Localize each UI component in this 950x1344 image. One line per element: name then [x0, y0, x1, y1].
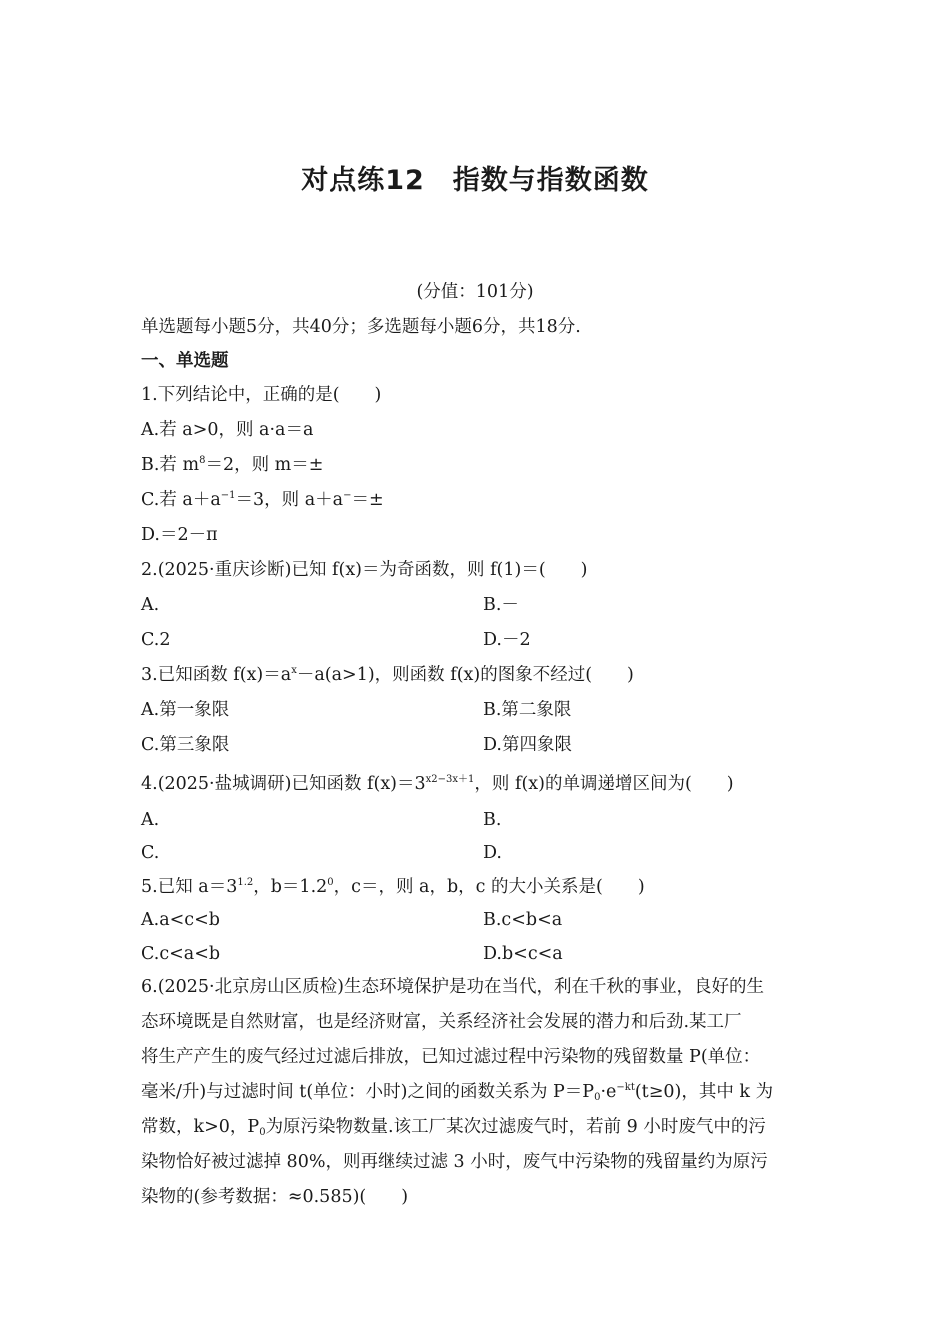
q3-option-a: A.第一象限 — [141, 700, 230, 720]
q6-line: 态环境既是自然财富，也是经济财富，关系经济社会发展的潜力和后劲.某工厂 — [141, 1012, 742, 1032]
section-heading: 一、单选题 — [141, 351, 229, 371]
q3-option-b: B.第二象限 — [483, 700, 572, 720]
q4-option-c: C. — [141, 843, 160, 863]
q5-stem: 5.已知 $a=3^{1.2}$，$b=1.2^0$，c＝，则 a，b，c 的大小关系是( ) — [141, 877, 645, 897]
score-line: (分值：101分) — [416, 282, 534, 302]
q6-line: 将生产产生的废气经过过滤后排放，已知过滤过程中污染物的残留数量 P(单位： — [141, 1047, 761, 1067]
q5-option-c: C.c<a<b — [141, 944, 221, 964]
q1-option-a: A.若 a>0，则 a·a＝a — [141, 420, 314, 440]
q2-option-b: B.－ — [483, 595, 519, 615]
q2-option-a: A. — [141, 595, 160, 615]
q4-option-b: B. — [483, 810, 502, 830]
q3-option-d: D.第四象限 — [483, 735, 572, 755]
q5-option-a: A.a<c<b — [141, 910, 220, 930]
q5-option-d: D.b<c<a — [483, 944, 563, 964]
q4-option-d: D. — [483, 843, 502, 863]
q6-line: 6.(2025·北京房山区质检)生态环境保护是功在当代，利在千秋的事业，良好的生 — [141, 977, 764, 997]
q6-line: 常数，k>0，$P_0$为原污染物数量.该工厂某次过滤废气时，若前 9 小时废气中的污 — [141, 1117, 766, 1138]
q6-line: 毫米/升)与过滤时间 t(单位：小时)之间的函数关系为 $P=P_0\cdot e^{-kt}(t\ge 0)$，其中 k 为 — [141, 1082, 774, 1103]
q4-stem: 4.(2025·盐城调研)已知函数 $f(x)=3^{x2-3x+1}$，则 f(x)的单调递增区间为( ) — [141, 774, 734, 794]
q1-option-d: D.＝2－π — [141, 525, 218, 545]
q3-option-c: C.第三象限 — [141, 735, 230, 755]
q2-option-d: D.－2 — [483, 630, 531, 650]
q1-stem: 1.下列结论中，正确的是( ) — [141, 385, 382, 405]
q2-stem: 2.(2025·重庆诊断)已知 f(x)＝为奇函数，则 f(1)＝( ) — [141, 560, 588, 580]
q2-option-c: C.2 — [141, 630, 171, 650]
q6-paragraph — [141, 970, 813, 1215]
instructions: 单选题每小题5分，共40分；多选题每小题6分，共18分. — [141, 317, 581, 337]
q6-line: 染物的(参考数据：≈0.585)( ) — [141, 1187, 409, 1207]
q1-option-b: B.若 $m^8=2$，则 m＝± — [141, 455, 324, 475]
page-title: 对点练12 指数与指数函数 — [301, 165, 649, 196]
q3-stem: 3.已知函数 $f(x)=a^x-a(a>1)$，则函数 f(x)的图象不经过( ) — [141, 665, 634, 685]
q4-option-a: A. — [141, 810, 160, 830]
q6-line: 染物恰好被过滤掉 80%，则再继续过滤 3 小时，废气中污染物的残留量约为原污 — [141, 1152, 768, 1172]
q5-option-b: B.c<b<a — [483, 910, 563, 930]
q1-option-c: C.若 $a+a^{-1}=3$，则 a＋a−＝± — [141, 490, 384, 510]
